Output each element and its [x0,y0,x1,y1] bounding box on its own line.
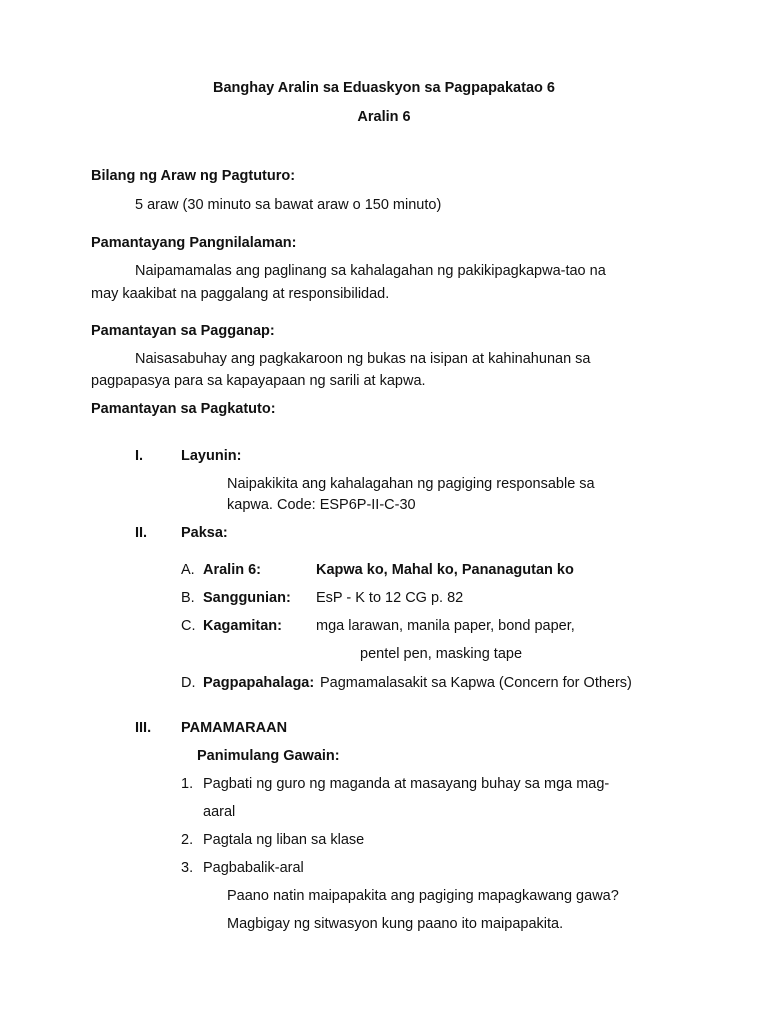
review-question: Magbigay ng sitwasyon kung paano ito maipapakita. [227,916,564,932]
topic-item-c-label: Kagamitan: [203,618,282,634]
topic-item-d-letter: D. [181,675,196,691]
topic-item-c-letter: C. [181,618,196,634]
topic-item-b-letter: B. [181,590,195,606]
topic-item-a-label: Aralin 6: [203,562,262,578]
step-3-text: Pagbabalik-aral [203,860,304,876]
section-1-title: Layunin: [181,448,242,464]
section-1-number: I. [135,448,144,464]
section-3-number: III. [135,720,152,736]
days-text: 5 araw (30 minuto sa bawat araw o 150 minuto) [135,197,442,213]
opening-activity-heading: Panimulang Gawain: [197,748,340,764]
lesson-number: Aralin 6 [357,109,411,125]
review-question: Paano natin maipapakita ang pagiging mapagkawang gawa? [227,888,619,904]
performance-standard-line: Naisasabuhay ang pagkakaroon ng bukas na isipan at kahinahunan sa [135,351,591,367]
step-1-text: aaral [203,804,236,820]
step-2-text: Pagtala ng liban sa klase [203,832,365,848]
topic-item-c-value: pentel pen, masking tape [360,646,523,662]
topic-item-c-value: mga larawan, manila paper, bond paper, [316,618,575,634]
performance-standard-heading: Pamantayan sa Pagganap: [91,323,275,339]
step-1-number: 1. [181,776,194,792]
days-heading: Bilang ng Araw ng Pagtuturo: [91,168,296,184]
step-2-number: 2. [181,832,194,848]
performance-standard-line: pagpapasya para sa kapayapaan ng sarili at kapwa. [91,373,426,389]
topic-item-d-label: Pagpapahalaga: [203,675,315,691]
objective-line: Naipakikita ang kahalagahan ng pagiging responsable sa [227,476,595,492]
document-title: Banghay Aralin sa Eduaskyon sa Pagpapakatao 6 [213,80,555,96]
section-2-number: II. [135,525,148,541]
topic-item-d-value: Pagmamalasakit sa Kapwa (Concern for Others) [320,675,632,691]
content-standard-line: may kaakibat na paggalang at responsibilidad. [91,286,390,302]
step-1-text: Pagbati ng guro ng maganda at masayang buhay sa mga mag- [203,776,610,792]
learning-standard-heading: Pamantayan sa Pagkatuto: [91,401,276,417]
content-standard-line: Naipamamalas ang paglinang sa kahalagahan ng pakikipagkapwa-tao na [135,263,606,279]
section-2-title: Paksa: [181,525,228,541]
topic-item-b-value: EsP - K to 12 CG p. 82 [316,590,464,606]
section-3-title: PAMAMARAAN [181,720,288,736]
content-standard-heading: Pamantayang Pangnilalaman: [91,235,297,251]
topic-item-a-value: Kapwa ko, Mahal ko, Pananagutan ko [316,562,574,578]
topic-item-a-letter: A. [181,562,195,578]
topic-item-b-label: Sanggunian: [203,590,291,606]
step-3-number: 3. [181,860,194,876]
objective-line: kapwa. Code: ESP6P-II-C-30 [227,497,416,513]
